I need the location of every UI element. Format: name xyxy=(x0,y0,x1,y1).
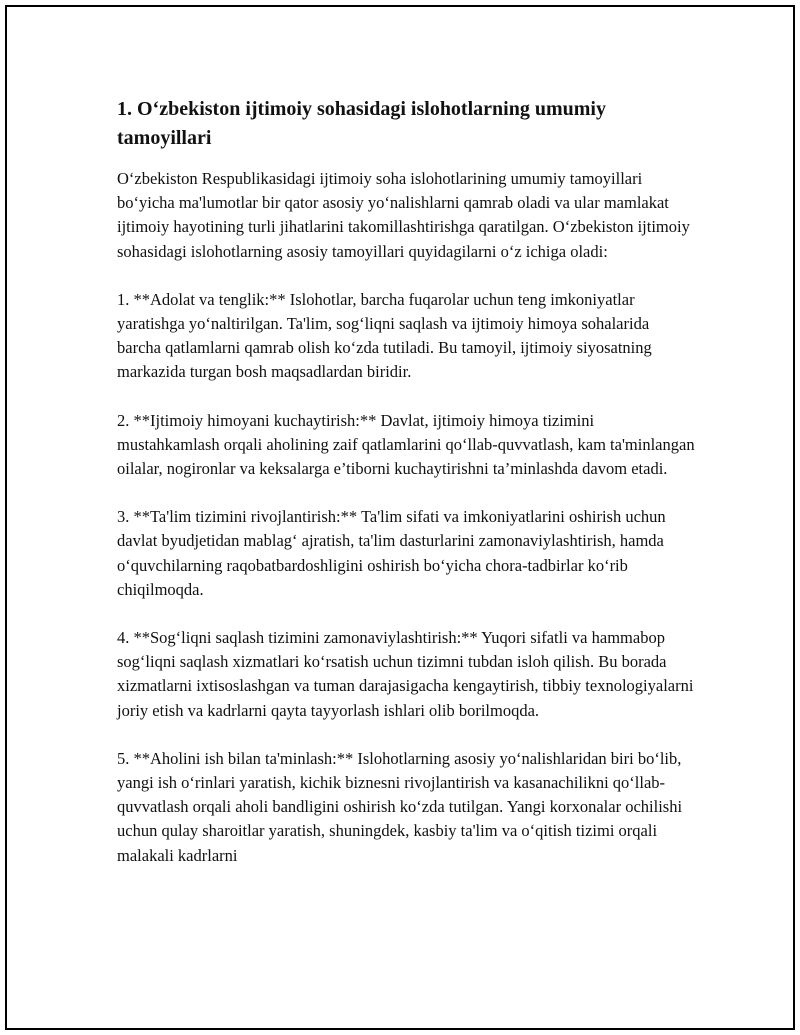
principle-paragraph-1: 1. **Adolat va tenglik:** Islohotlar, barcha fuqarolar uchun teng imkoniyatlar yaratishga yo‘naltirilgan. Ta'lim, sog‘liqni saqlash va ijtimoiy himoya sohalarida barcha qatlamlarni qamrab olish ko‘zda tutiladi. Bu tamoyil, ijtimoiy siyosatning markazida turgan bosh maqsadlardan biridir. xyxy=(117,289,652,382)
principle-paragraph-3: 3. **Ta'lim tizimini rivojlantirish:** Ta'lim sifati va imkoniyatlarini oshirish uchun davlat byudjetidan mablag‘ ajratish, ta'lim dasturlarini zamonaviylashtirish, hamda o‘quvchilarning raqobatbardoshligini oshirish bo‘yicha chora-tadbirlar ko‘rib chiqilmoqda. xyxy=(117,507,666,599)
principle-paragraph-2: 2. **Ijtimoiy himoyani kuchaytirish:** Davlat, ijtimoiy himoya tizimini mustahkamlash orqali aholining zaif qatlamlarini qo‘llab-quvvatlash, kam ta'minlangan oilalar, nogironlar va keksalarga e’tiborni kuchaytirishni ta’minlashda davom etadi. xyxy=(117,410,695,479)
principle-paragraph-5: 5. **Aholini ish bilan ta'minlash:** Islohotlarning asosiy yo‘nalishlaridan biri bo‘lib, yangi ish o‘rinlari yaratish, kichik biznesni rivojlantirish va kasanachilikni qo‘llab-quvvatlash orqali aholi bandligini oshirish ko‘zda tutilgan. Yangi korxonalar ochilishi uchun qulay sharoitlar yaratish, shuningdek, kasbiy ta'lim va o‘qitish tizimi orqali malakali kadrlarni xyxy=(117,748,683,865)
document-body xyxy=(117,95,697,892)
section-title: 1. O‘zbekiston ijtimoiy sohasidagi islohotlarning umumiy tamoyillari xyxy=(117,98,606,149)
intro-paragraph: O‘zbekiston Respublikasidagi ijtimoiy soha islohotlarining umumiy tamoyillari bo‘yicha ma'lumotlar bir qator asosiy yo‘nalishlarni qamrab oladi va ular mamlakat ijtimoiy hayotining turli jihatlarini takomillashtirishga qaratilgan. O‘zbekiston ijtimoiy sohasidagi islohotlarning asosiy tamoyillari quyidagilarni o‘z ichiga oladi: xyxy=(117,169,690,261)
principle-paragraph-4: 4. **Sog‘liqni saqlash tizimini zamonaviylashtirish:** Yuqori sifatli va hammabop sog‘liqni saqlash xizmatlari ko‘rsatish uchun tizimni tubdan isloh qilish. Bu borada xizmatlarni ixtisoslashgan va tuman darajasigacha kengaytirish, tibbiy texnologiyalarni joriy etish va kadrlarni qayta tayyorlash ishlari olib borilmoqda. xyxy=(117,628,694,720)
